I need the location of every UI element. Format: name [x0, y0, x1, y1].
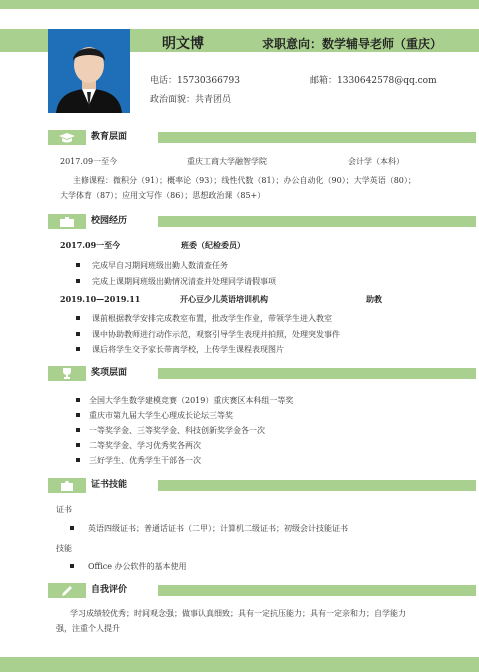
- section-bar: [158, 132, 476, 143]
- email-text: 邮箱：1330642578@qq.com: [310, 76, 437, 86]
- section-title: 校园经历: [91, 216, 128, 226]
- bullet: [76, 316, 80, 320]
- section-bar: [158, 216, 476, 227]
- bullet: [76, 428, 80, 432]
- education-school: 重庆工商大学融智学院: [187, 157, 267, 166]
- political-status-text: 政治面貌：共青团员: [150, 95, 232, 105]
- pen-icon: [48, 583, 86, 598]
- campus-entry2-org: 开心豆少儿英语培训机构: [180, 294, 268, 304]
- courses-line-1: 主修课程：微积分（91）；概率论（93）；线性代数（81）；办公自动化（90）；大学英语（80）；: [73, 176, 416, 185]
- list-item: 完成早自习期间班级出勤人数清查任务: [92, 261, 228, 270]
- section-bar: [158, 585, 476, 596]
- section-title: 证书技能: [91, 480, 128, 490]
- bullet: [76, 263, 80, 267]
- profile-photo: [48, 29, 130, 113]
- cert-label: 证书: [56, 505, 72, 514]
- list-item: 全国大学生数学建模竞赛（2019）重庆赛区本科组一等奖: [89, 396, 294, 405]
- list-item: 一等奖学金、三等奖学金、科技创新奖学金各一次: [89, 426, 265, 435]
- bullet: [76, 279, 80, 283]
- skill-label: 技能: [56, 544, 72, 553]
- job-intent: 求职意向：数学辅导老师（重庆）: [262, 37, 443, 51]
- phone-text: 电话：15730366793: [150, 76, 240, 86]
- bottom-decor-band: [0, 657, 479, 672]
- list-item: 课中协助教师进行动作示范，观察引导学生表现并拍照，处理突发事件: [92, 330, 340, 339]
- bullet: [76, 413, 80, 417]
- campus-entry2-date: 2019.10—2019.11: [60, 294, 141, 304]
- bullet: [76, 332, 80, 336]
- list-item: 二等奖学金、学习优秀奖各两次: [89, 441, 201, 450]
- list-item: 重庆市第九届大学生心理成长论坛三等奖: [89, 411, 233, 420]
- section-bar: [158, 480, 476, 491]
- campus-entry1-role: 班委（纪检委员）: [181, 240, 245, 250]
- campus-entry1-date: 2017.09一至今: [60, 240, 121, 250]
- bullet: [76, 458, 80, 462]
- list-item: 课后将学生交予家长带离学校，上传学生课程表现图片: [92, 345, 284, 354]
- bullet: [70, 564, 74, 568]
- campus-entry2-role: 助教: [366, 294, 382, 304]
- section-title: 教育层面: [91, 132, 128, 142]
- education-date: 2017.09一至今: [60, 157, 118, 166]
- self-eval-line-1: 学习成绩较优秀；时间观念强；做事认真细致；具有一定抗压能力；具有一定亲和力；自学能力: [70, 609, 406, 618]
- puzzle-icon: [48, 478, 86, 493]
- section-title: 奖项层面: [91, 368, 128, 378]
- bullet: [76, 398, 80, 402]
- trophy-icon: [48, 366, 86, 381]
- top-decor-band: [0, 0, 479, 9]
- graduation-cap-icon: [48, 130, 86, 145]
- section-title: 自我评价: [91, 585, 128, 595]
- bullet: [70, 526, 74, 530]
- skill-item: Office 办公软件的基本使用: [88, 562, 187, 571]
- cert-item: 英语四级证书；普通话证书（二甲）；计算机二级证书；初级会计技能证书: [88, 524, 348, 533]
- briefcase-icon: [48, 214, 86, 229]
- candidate-name: 明文博: [162, 36, 204, 52]
- education-major: 会计学（本科）: [348, 157, 404, 166]
- bullet: [76, 443, 80, 447]
- bullet: [76, 347, 80, 351]
- courses-line-2: 大学体育（87）；应用文写作（86）；思想政治课（85+）: [60, 191, 266, 200]
- list-item: 课前根据教学安排完成教室布置，批改学生作业，带领学生进入教室: [92, 314, 332, 323]
- self-eval-line-2: 强，注重个人提升: [56, 624, 120, 633]
- list-item: 完成上课期间班级出勤情况清查并处理同学请假事项: [92, 277, 276, 286]
- section-bar: [158, 368, 476, 379]
- list-item: 三好学生、优秀学生干部各一次: [89, 456, 201, 465]
